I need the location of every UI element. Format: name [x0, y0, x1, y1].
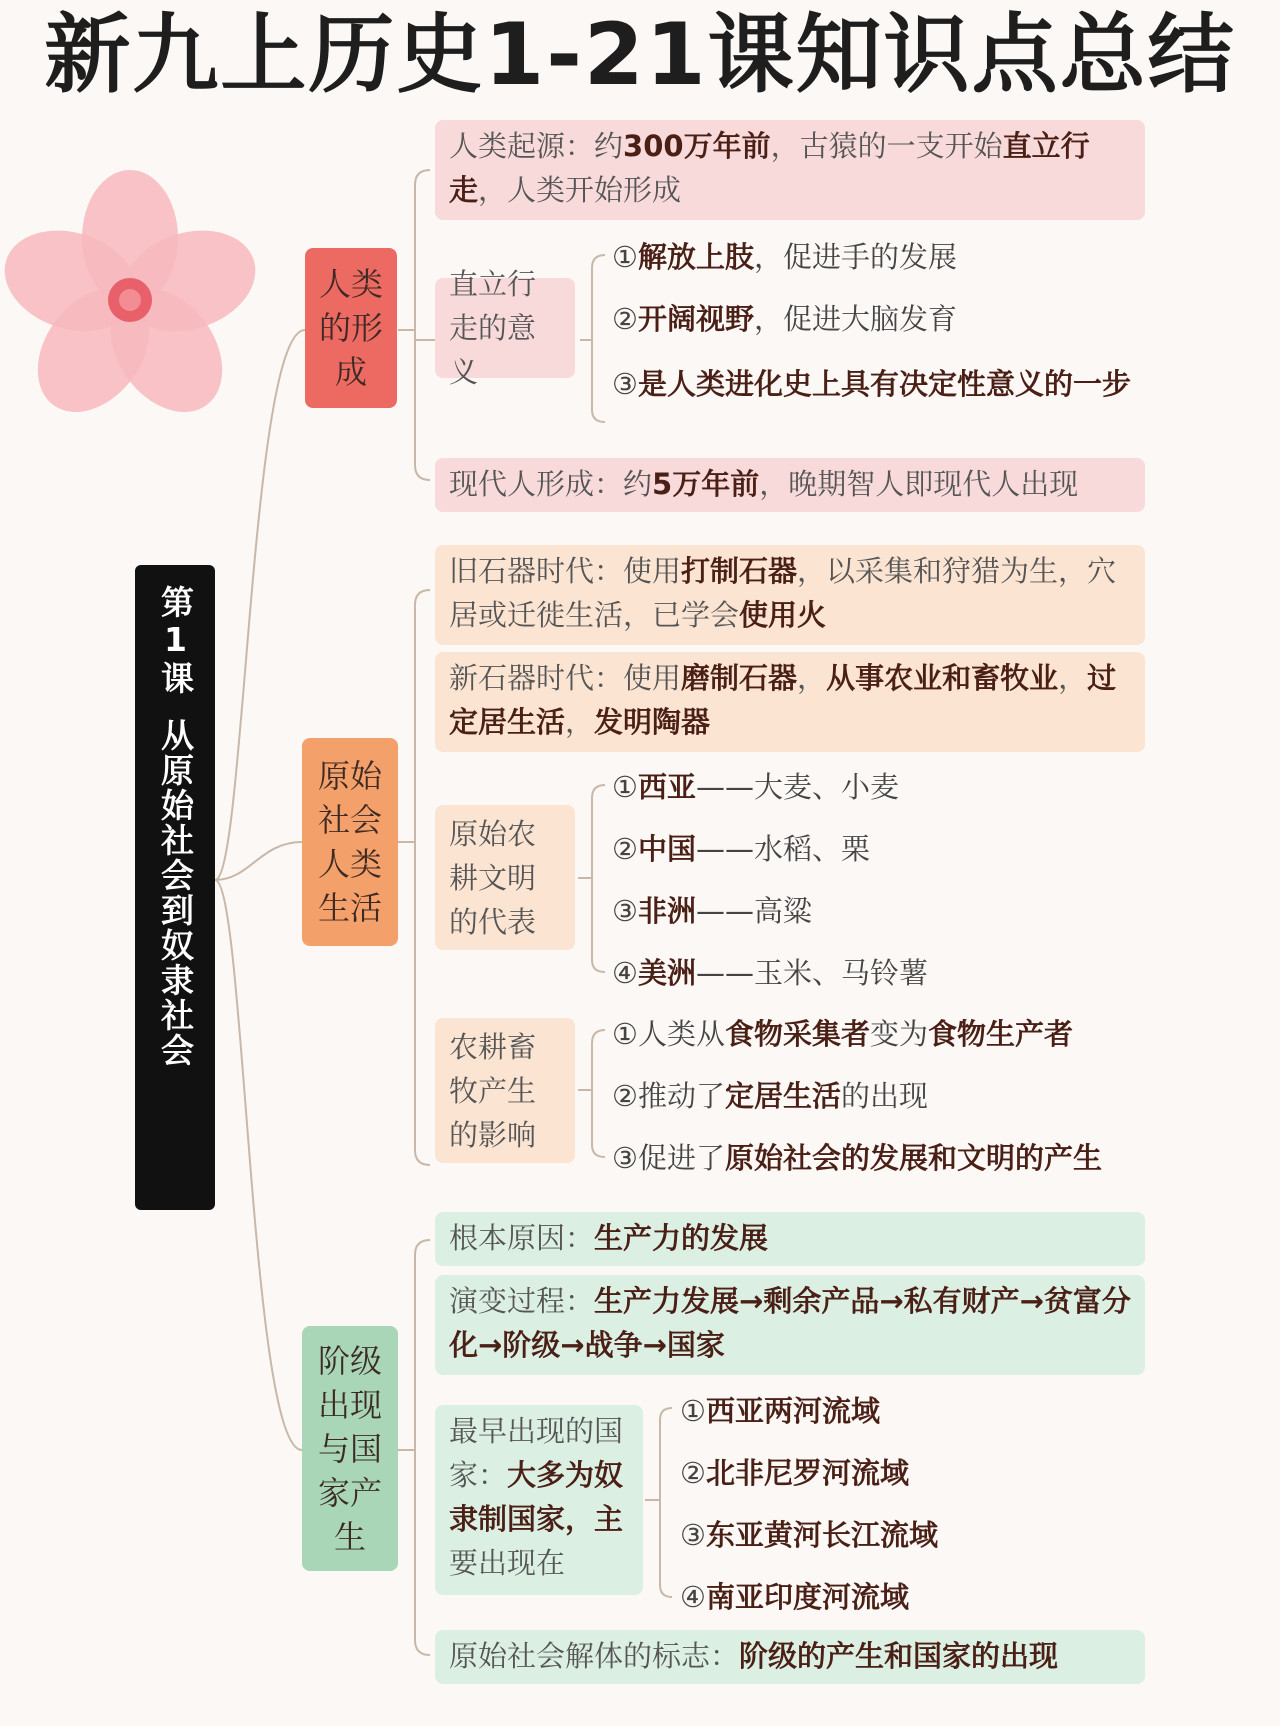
agri-item — [612, 954, 928, 992]
item-text: ③促进了 — [612, 1141, 725, 1175]
cause-key: 根本原因： — [449, 1221, 595, 1255]
new-key: 新石器时代： — [449, 661, 624, 695]
item-bold: 非洲 — [638, 894, 697, 928]
impact-item — [612, 1015, 1073, 1053]
item-text: ——大麦、小麦 — [696, 770, 900, 804]
impact-label: 农耕畜牧产生的影响 — [449, 1029, 537, 1152]
root-lesson: 第1课 — [156, 585, 195, 696]
new-text: ， — [1058, 661, 1088, 695]
earliest-item — [680, 1516, 938, 1554]
old-bold: 使用火 — [739, 598, 827, 632]
impact-label-box — [435, 1018, 575, 1163]
item-number: ② — [612, 302, 638, 336]
item-bold: 中国 — [638, 832, 697, 866]
item-number: ③ — [612, 894, 638, 928]
item-number: ② — [680, 1456, 706, 1490]
item-bold: 是人类进化史上具有决定性意义的一步 — [638, 367, 1132, 401]
modern-box — [435, 458, 1145, 512]
item-bold: 西亚 — [638, 770, 697, 804]
origin-box — [435, 120, 1145, 220]
item-bold: 南亚印度河流域 — [706, 1580, 910, 1614]
earliest-label-box — [435, 1405, 643, 1595]
section-label: 原始社会人类生活 — [317, 757, 382, 927]
modern-text: ，晚期智人即现代人出现 — [759, 467, 1079, 501]
agri-item — [612, 830, 870, 868]
item-text: ②推动了 — [612, 1079, 725, 1113]
new-bold: 磨制石器 — [681, 661, 798, 695]
agri-label: 原始农耕文明的代表 — [449, 816, 537, 939]
section-human-formation — [305, 248, 397, 408]
item-number: ① — [612, 240, 638, 274]
new-bold: 发明陶器 — [594, 705, 711, 739]
earliest-item — [680, 1454, 909, 1492]
earliest-text: 最早出现的国家： — [449, 1414, 624, 1492]
item-text: 的出现 — [841, 1079, 929, 1113]
root-node — [135, 565, 215, 1210]
section-label: 人类的形成 — [318, 265, 383, 391]
item-number: ④ — [612, 956, 638, 990]
origin-text: ，人类开始形成 — [478, 173, 682, 207]
modern-key: 现代人形成： — [449, 467, 624, 501]
sign-bold: 阶级的产生和国家的出现 — [739, 1639, 1059, 1673]
origin-text: ，古猿的一支开始 — [770, 129, 1003, 163]
significance-label: 直立行走的意义 — [449, 267, 537, 389]
new-stone-age-box — [435, 652, 1145, 752]
item-text: ①人类从 — [612, 1017, 725, 1051]
origin-text: 约 — [594, 129, 624, 163]
new-bold: 过定居生活 — [449, 661, 1117, 739]
item-bold: 食物生产者 — [928, 1017, 1074, 1051]
old-text: ，以采集和狩猎为生，穴居或迁徙生活，已学会 — [449, 554, 1117, 632]
modern-bold: 5万年前 — [652, 467, 760, 501]
item-bold: 西亚两河流域 — [706, 1394, 881, 1428]
item-bold: 解放上肢 — [638, 240, 755, 274]
earliest-bold: 大多为奴隶制国家，主 — [449, 1458, 624, 1536]
cause-box — [435, 1212, 1145, 1266]
new-bold: 从事农业和畜牧业 — [826, 661, 1059, 695]
item-text: ，促进手的发展 — [754, 240, 958, 274]
item-number: ③ — [680, 1518, 706, 1552]
process-key: 演变过程： — [449, 1284, 595, 1318]
item-bold: 食物采集者 — [725, 1017, 871, 1051]
earliest-item — [680, 1392, 880, 1430]
significance-item — [612, 238, 957, 276]
agri-label-box — [435, 805, 575, 950]
agri-item — [612, 768, 899, 806]
earliest-text: 要出现在 — [449, 1546, 566, 1580]
process-box — [435, 1275, 1145, 1375]
new-text: 使用 — [623, 661, 682, 695]
item-bold: 原始社会的发展和文明的产生 — [725, 1141, 1103, 1175]
old-stone-age-box — [435, 545, 1145, 645]
impact-item — [612, 1077, 928, 1115]
agri-item — [612, 892, 812, 930]
earliest-item — [680, 1578, 909, 1616]
item-bold: 美洲 — [638, 956, 697, 990]
item-number: ③ — [612, 367, 638, 401]
section-primitive-life — [302, 738, 398, 946]
item-number: ④ — [680, 1580, 706, 1614]
section-label: 阶级出现与国家产生 — [317, 1341, 382, 1556]
item-bold: 北非尼罗河流域 — [706, 1456, 910, 1490]
item-number: ① — [612, 770, 638, 804]
item-text: ，促进大脑发育 — [754, 302, 958, 336]
old-bold: 打制石器 — [681, 554, 798, 588]
item-number: ① — [680, 1394, 706, 1428]
item-number: ② — [612, 832, 638, 866]
old-key: 旧石器时代： — [449, 554, 624, 588]
sign-key: 原始社会解体的标志： — [449, 1639, 740, 1673]
sign-box — [435, 1630, 1145, 1684]
origin-bold: 直立行走 — [449, 129, 1090, 207]
new-text: ， — [797, 661, 827, 695]
cause-bold: 生产力的发展 — [594, 1221, 769, 1255]
significance-item — [612, 300, 957, 338]
section-class-and-state — [302, 1326, 398, 1571]
page-title: 新九上历史1-21课知识点总结 — [44, 5, 1236, 105]
impact-item — [612, 1139, 1102, 1177]
item-text: ——玉米、马铃薯 — [696, 956, 929, 990]
old-text: 使用 — [623, 554, 682, 588]
item-text: ——水稻、栗 — [696, 832, 871, 866]
origin-bold: 300万年前 — [623, 129, 771, 163]
item-text: ——高粱 — [696, 894, 813, 928]
modern-text: 约 — [623, 467, 653, 501]
new-text: ， — [565, 705, 595, 739]
root-topic: 从原始社会到奴隶社会 — [156, 718, 195, 1068]
significance-item — [612, 362, 1132, 406]
item-bold: 开阔视野 — [638, 302, 755, 336]
process-bold: 生产力发展→剩余产品→私有财产→贫富分化→阶级→战争→国家 — [449, 1284, 1131, 1362]
significance-label-box — [435, 267, 575, 389]
item-bold: 定居生活 — [725, 1079, 842, 1113]
origin-key: 人类起源： — [449, 129, 595, 163]
item-bold: 东亚黄河长江流域 — [706, 1518, 939, 1552]
item-text: 变为 — [870, 1017, 929, 1051]
